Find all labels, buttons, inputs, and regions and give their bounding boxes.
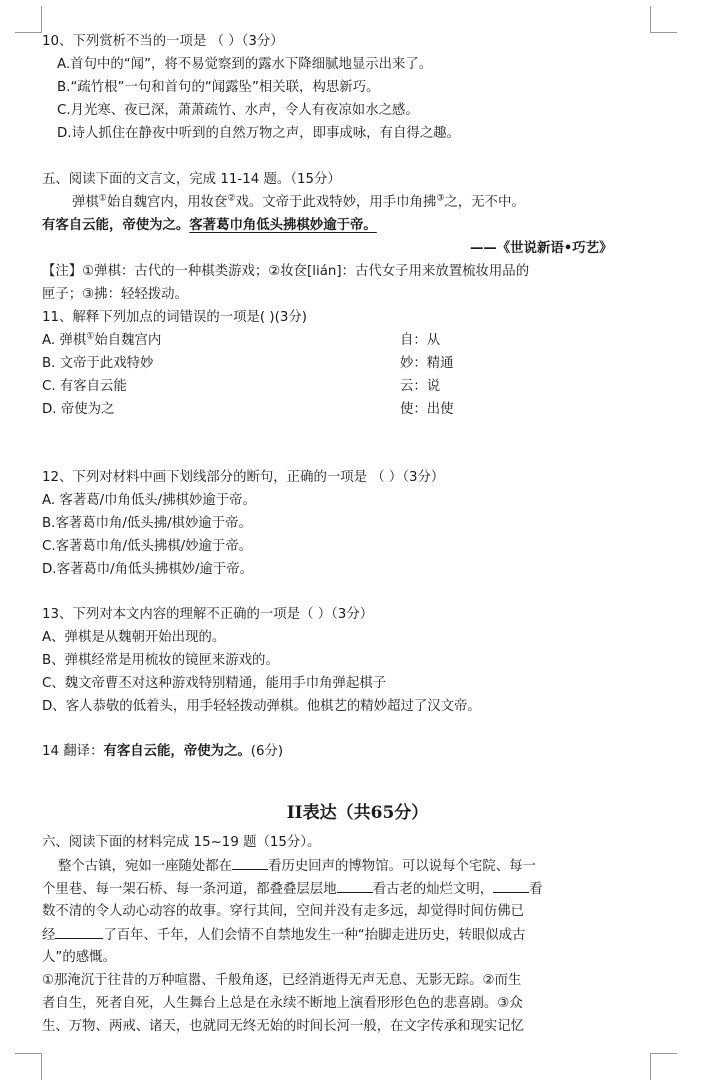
q11-stem: 11、解释下列加点的词错误的一项是( )(3分): [42, 310, 307, 325]
material-line-2: 个里巷、每一架石桥、每一条河道，都叠叠层层地 看古老的灿烂文明， 看: [42, 882, 543, 897]
q13-option-b: B、弹棋经常是用梳妆的镜匣来游戏的。: [42, 653, 279, 668]
blank-3: [493, 880, 529, 893]
q10-option-a: A.首句中的“闻”，将不易觉察到的露水下降细腻地显示出来了。: [57, 57, 433, 72]
q13-option-c: C、魏文帝曹丕对这种游戏特别精通，能用手巾角弹起棋子: [42, 676, 387, 691]
q11-row-b: B. 文帝于此戏特妙 妙：精通: [42, 356, 454, 371]
q12-option-d: D.客著葛巾/角低头拂棋妙/逾于帝。: [42, 562, 254, 577]
note-line-1: 【注】①弹棋：古代的一种棋类游戏；②妆奁[lián]：古代女子用来放置梳妆用品的: [42, 264, 530, 279]
crop-mark-top-left: [15, 6, 42, 33]
passage-line-1: 弹棋①始自魏宫内，用妆奁②戏。文帝于此戏特妙，用手巾角拂③之，无不中。: [72, 193, 525, 210]
crop-mark-bottom-left: [15, 1053, 42, 1080]
passage-line-2: 有客自云能，帝使为之。客著葛巾角低头拂棋妙逾于帝。: [42, 218, 377, 233]
q13-option-d: D、客人恭敬的低着头，用手轻轻拨动弹棋。他棋艺的精妙超过了汉文帝。: [42, 699, 481, 714]
q11-row-a: A. 弹棋①始自魏宫内 自：从: [42, 331, 441, 348]
part2-title: II表达（共65分）: [286, 803, 429, 823]
q10-option-b: B.“疏竹根”一句和首句的“闻露坠”相关联，构思新巧。: [57, 80, 380, 95]
q12-option-c: C.客著葛巾角/低头拂棋/妙逾于帝。: [42, 539, 253, 554]
material-line-7: 者自生，死者自死，人生舞台上总是在永续不断地上演看形形色色的悲喜剧。③众: [42, 996, 523, 1011]
note-mark-1: ①: [98, 193, 107, 204]
note-mark-2: ②: [227, 193, 236, 204]
blank-2: [337, 880, 373, 893]
material-line-4: 经 了百年、千年，人们会情不自禁地发生一种“抬脚走进历史，转眼似成古: [42, 928, 526, 943]
blank-1: [232, 857, 268, 870]
q13-stem: 13、下列对本文内容的理解不正确的一项是（ ）（3分）: [42, 607, 374, 622]
crop-mark-bottom-right: [650, 1053, 677, 1080]
q10-option-d: D.诗人抓住在静夜中听到的自然万物之声，即事成咏，有自得之趣。: [57, 126, 460, 141]
crop-mark-top-right: [650, 6, 677, 33]
material-line-6: ①那淹沉于往昔的万种喧嚣、千般角逐，已经消逝得无声无息、无影无踪。②而生: [42, 973, 522, 988]
material-line-8: 生、万物、两戒、诸天，也就同无终无始的时间长河一般，在文字传承和现实记忆: [42, 1019, 525, 1034]
passage-source: ——《世说新语•巧艺》: [470, 241, 613, 256]
material-line-3: 数不清的令人动心动容的故事。穿行其间，空间并没有走多远，却觉得时间仿佛已: [42, 904, 525, 919]
section6-heading: 六、阅读下面的材料完成 15~19 题（15分）。: [42, 835, 321, 850]
q10-stem: 10、下列赏析不当的一项是 （ ）（3分）: [42, 34, 284, 49]
blank-4: [55, 926, 103, 939]
q11-row-d: D. 帝使为之 使：出使: [42, 402, 454, 417]
q13-option-a: A、弹棋是从魏朝开始出现的。: [42, 630, 226, 645]
q14-line: 14 翻译：有客自云能，帝使为之。(6分): [42, 744, 284, 759]
note-mark-3: ③: [436, 193, 445, 204]
q12-option-b: B.客著葛巾角/低头拂/棋妙逾于帝。: [42, 516, 252, 531]
section5-heading: 五、阅读下面的文言文，完成 11-14 题。（15分）: [42, 172, 341, 187]
q11-row-c: C. 有客自云能 云：说: [42, 379, 441, 394]
q12-option-a: A. 客著葛/巾角低头/拂棋妙逾于帝。: [42, 493, 256, 508]
underlined-sentence: 客著葛巾角低头拂棋妙逾于帝。: [189, 218, 377, 233]
material-line-1: 整个古镇，宛如一座随处都在 看历史回声的博物馆。可以说每个宅院、每一: [58, 859, 536, 874]
q12-stem: 12、下列对材料中画下划线部分的断句，正确的一项是 （ ）（3分）: [42, 470, 445, 485]
note-line-2: 匣子；③拂：轻轻拨动。: [42, 287, 188, 302]
material-line-5: 人”的感慨。: [42, 950, 116, 965]
q10-option-c: C.月光寒、夜已深，萧萧疏竹、水声，令人有夜凉如水之感。: [57, 103, 419, 118]
